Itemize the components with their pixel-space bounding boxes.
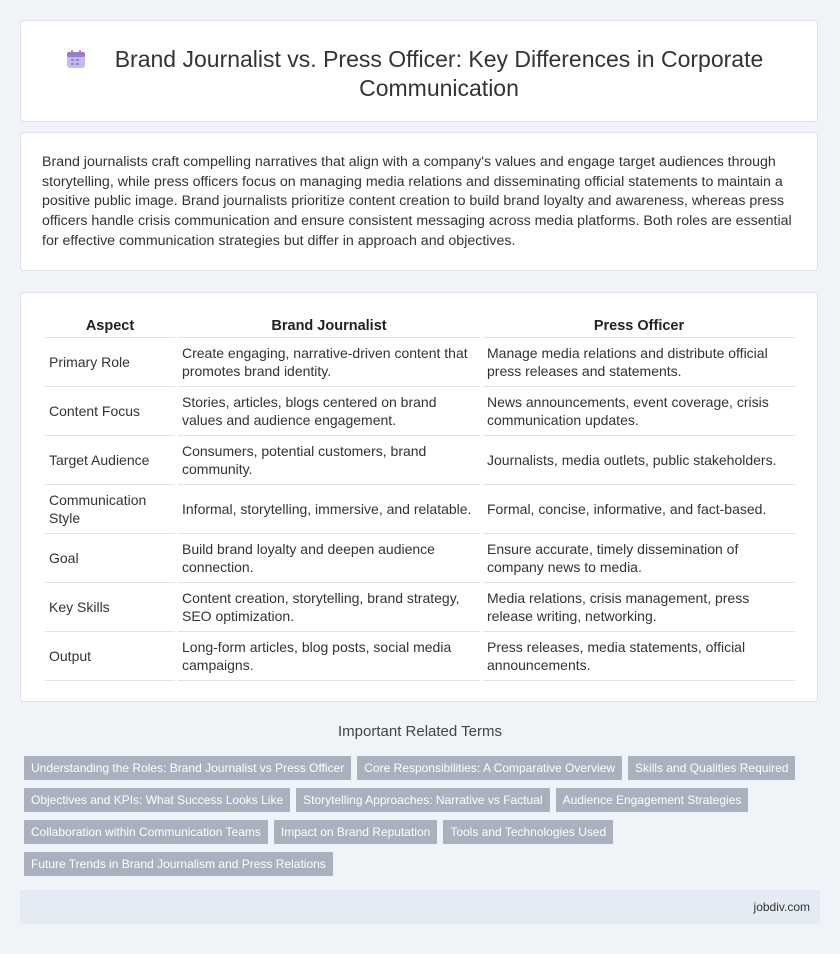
related-term-tag[interactable]: Impact on Brand Reputation <box>274 820 437 844</box>
table-cell: Manage media relations and distribute official press releases and statements. <box>483 338 795 387</box>
related-terms-title: Important Related Terms <box>338 723 502 740</box>
related-term-tag[interactable]: Audience Engagement Strategies <box>556 788 749 812</box>
table-cell: Long-form articles, blog posts, social media campaigns. <box>178 632 480 681</box>
related-term-tag[interactable]: Storytelling Approaches: Narrative vs Factual <box>296 788 549 812</box>
related-terms-list <box>24 756 804 876</box>
column-header: Aspect <box>45 315 175 338</box>
table-cell: Media relations, crisis management, press release writing, networking. <box>483 583 795 632</box>
intro-card <box>20 132 818 271</box>
table-cell: Build brand loyalty and deepen audience connection. <box>178 534 480 583</box>
table-cell: Consumers, potential customers, brand community. <box>178 436 480 485</box>
comparison-card <box>20 292 818 702</box>
comparison-table <box>42 315 798 681</box>
related-term-tag[interactable]: Skills and Qualities Required <box>628 756 795 780</box>
table-cell: Key Skills <box>45 583 175 632</box>
table-cell: Informal, storytelling, immersive, and relatable. <box>178 485 480 534</box>
table-cell: Formal, concise, informative, and fact-based. <box>483 485 795 534</box>
table-header-row <box>45 315 795 338</box>
footer <box>20 890 820 924</box>
table-cell: Output <box>45 632 175 681</box>
table-cell: Press releases, media statements, official announcements. <box>483 632 795 681</box>
related-term-tag[interactable]: Tools and Technologies Used <box>443 820 613 844</box>
table-row <box>45 436 795 485</box>
table-cell: News announcements, event coverage, crisis communication updates. <box>483 387 795 436</box>
table-cell: Target Audience <box>45 436 175 485</box>
column-header: Brand Journalist <box>178 315 480 338</box>
table-cell: Stories, articles, blogs centered on brand values and audience engagement. <box>178 387 480 436</box>
related-term-tag[interactable]: Core Responsibilities: A Comparative Overview <box>357 756 622 780</box>
table-cell: Ensure accurate, timely dissemination of company news to media. <box>483 534 795 583</box>
table-row <box>45 632 795 681</box>
table-cell: Communication Style <box>45 485 175 534</box>
table-cell: Primary Role <box>45 338 175 387</box>
column-header: Press Officer <box>483 315 795 338</box>
intro-paragraph: Brand journalists craft compelling narratives that align with a company's values and engage target audiences through storytelling, while press officers focus on managing media relations and disseminating official statements to maintain a positive public image. Brand journalists prioritize content creation to build brand loyalty and awareness, whereas press officers handle crisis communication and ensure consistent messaging across media platforms. Both roles are essential for effective communication strategies but differ in approach and objectives. <box>42 154 792 249</box>
related-term-tag[interactable]: Future Trends in Brand Journalism and Press Relations <box>24 852 333 876</box>
related-term-tag[interactable]: Collaboration within Communication Teams <box>24 820 268 844</box>
page-title: Brand Journalist vs. Press Officer: Key Differences in Corporate Communication <box>114 46 764 101</box>
table-row <box>45 485 795 534</box>
table-cell: Create engaging, narrative-driven content that promotes brand identity. <box>178 338 480 387</box>
table-cell: Journalists, media outlets, public stakeholders. <box>483 436 795 485</box>
table-row <box>45 338 795 387</box>
related-term-tag[interactable]: Objectives and KPIs: What Success Looks Like <box>24 788 290 812</box>
table-row <box>45 534 795 583</box>
footer-site-link[interactable]: jobdiv.com <box>753 900 810 914</box>
table-row <box>45 387 795 436</box>
header-card <box>20 20 818 122</box>
table-cell: Content creation, storytelling, brand strategy, SEO optimization. <box>178 583 480 632</box>
related-term-tag[interactable]: Understanding the Roles: Brand Journalist vs Press Officer <box>24 756 351 780</box>
table-row <box>45 583 795 632</box>
table-cell: Content Focus <box>45 387 175 436</box>
table-cell: Goal <box>45 534 175 583</box>
